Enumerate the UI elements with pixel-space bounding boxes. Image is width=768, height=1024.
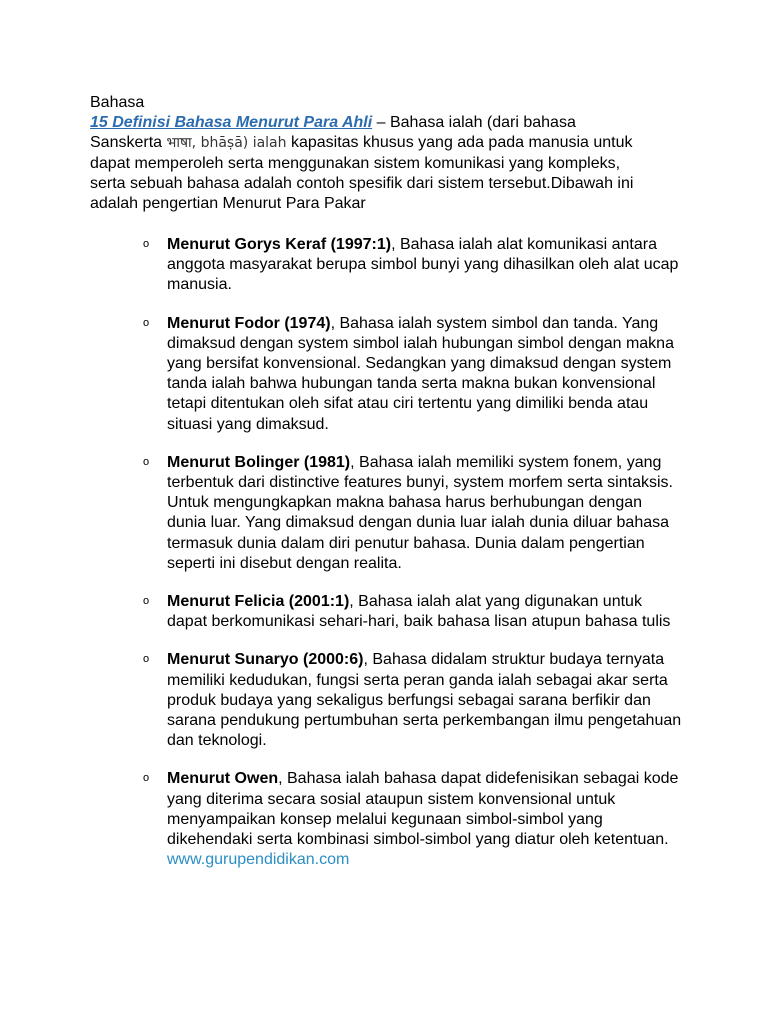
definition-text: , Bahasa ialah bahasa dapat didefenisikan sebagai kode yang diterima secara sosial ataupun sistem konvensional untuk menyampaikan konsep melalui kegunaan simbol-simbol yang dikehendaki serta kombinasi simbol-simbol yang diatur oleh ketentuan. — [167, 770, 679, 849]
source-link[interactable]: www.gurupendidikan.com — [167, 851, 350, 869]
definition-item-owen — [143, 769, 683, 870]
bullet-icon: o — [143, 316, 150, 329]
intro-line2-post: kapasitas khusus yang ada pada manusia untuk — [286, 134, 633, 152]
definitions-list — [143, 235, 683, 888]
intro-line4: serta sebuah bahasa adalah contoh spesifik dari sistem tersebut.Dibawah ini — [90, 174, 634, 192]
definition-text: , Bahasa ialah system simbol dan tanda. Yang dimaksud dengan system simbol ialah hubungan simbol dengan makna yang bersifat konvensional. Sedangkan yang dimaksud dengan system tanda ialah bahwa hubungan tanda serta makna bukan konvensional tetapi ditentukan oleh sifat atau ciri tertentu yang dimiliki benda atau situasi yang dimaksud. — [167, 314, 674, 433]
definition-text: , Bahasa ialah alat komunikasi antara anggota masyarakat berupa simbol bunyi yang dihasilkan oleh alat ucap manusia. — [167, 236, 679, 294]
definition-term: Menurut Fodor (1974) — [167, 314, 331, 332]
intro-line2-pre: Sanskerta — [90, 134, 167, 152]
definition-term: Menurut Gorys Keraf (1997:1) — [167, 236, 392, 253]
bullet-icon: o — [143, 653, 150, 666]
definition-text: , Bahasa ialah alat yang digunakan untuk dapat berkomunikasi sehari-hari, baik bahasa lisan atupun bahasa tulis — [167, 593, 671, 631]
definitions-article-link[interactable]: 15 Definisi Bahasa Menurut Para Ahli — [90, 114, 373, 132]
intro-paragraph — [90, 113, 690, 214]
sanskrit-term: भाषा, bhāṣā) ialah — [166, 135, 287, 152]
document-heading: Bahasa — [90, 94, 145, 111]
document-page — [90, 93, 690, 214]
bullet-icon: o — [143, 455, 150, 468]
definition-term: Menurut Sunaryo (2000:6) — [167, 651, 364, 669]
definition-term: Menurut Owen — [167, 770, 279, 788]
intro-after-link: – Bahasa ialah (dari bahasa — [372, 114, 576, 132]
definition-item-gorys-keraf — [143, 235, 683, 296]
intro-line5: adalah pengertian Menurut Para Pakar — [90, 195, 366, 213]
definition-item-felicia — [143, 592, 683, 632]
definition-item-sunaryo — [143, 650, 683, 751]
bullet-icon: o — [143, 595, 150, 608]
definition-item-bolinger — [143, 453, 683, 574]
definition-term: Menurut Bolinger (1981) — [167, 453, 351, 471]
bullet-icon: o — [143, 772, 150, 785]
definition-item-fodor — [143, 314, 683, 435]
bullet-icon: o — [143, 238, 150, 250]
definition-text: , Bahasa ialah memiliki system fonem, yang terbentuk dari distinctive features bunyi, system morfem serta sintaksis. Untuk mengungkapkan makna bahasa harus berhubungan dengan dunia luar. Yang dimaksud dengan dunia luar ialah dunia diluar bahasa termasuk dunia dalam diri penutur bahasa. Dunia dalam pengertian seperti ini disebut dengan realita. — [167, 453, 673, 572]
intro-line3: dapat memperoleh serta menggunakan sistem komunikasi yang kompleks, — [90, 154, 621, 172]
definition-term: Menurut Felicia (2001:1) — [167, 593, 350, 611]
definition-text: , Bahasa didalam struktur budaya ternyata memiliki kedudukan, fungsi serta peran ganda ialah sebagai akar serta produk budaya yang sekaligus berfungsi sebagai sarana berfikir dan sarana pendukung pertumbuhan serta perkembangan ilmu pengetahuan dan teknologi. — [167, 651, 682, 750]
